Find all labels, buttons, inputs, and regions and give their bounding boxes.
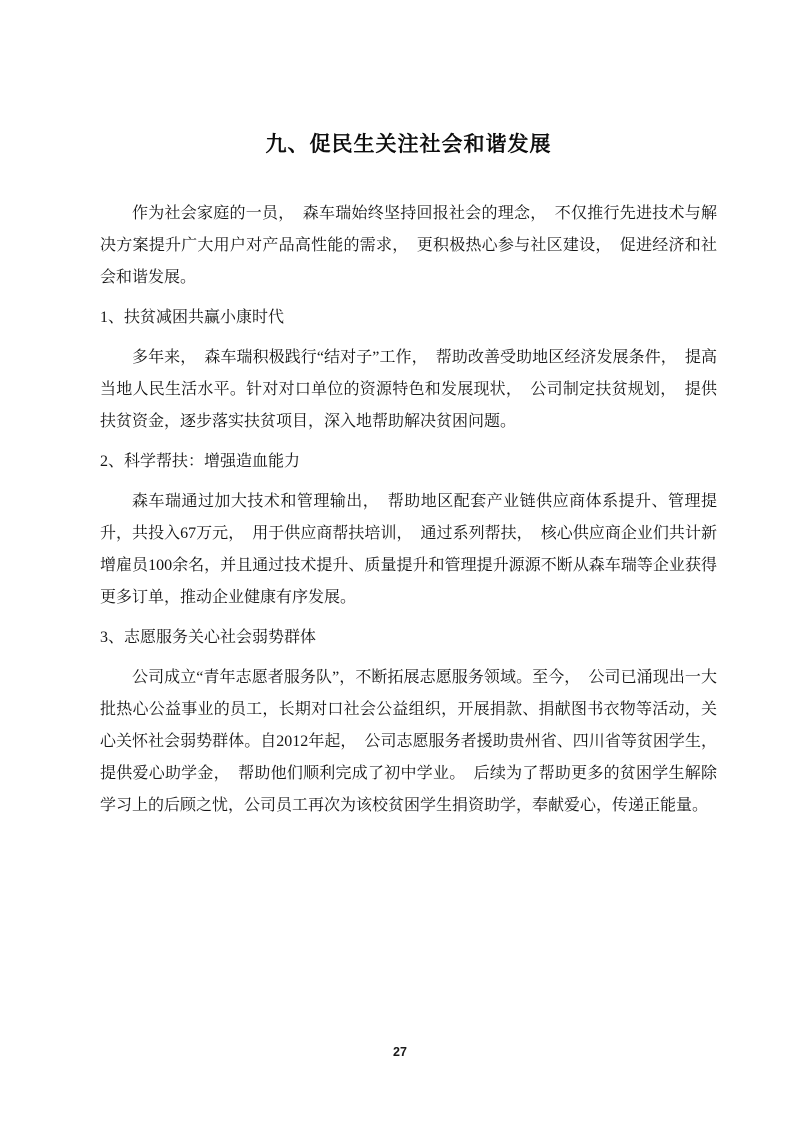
paragraph-section-1: 多年来， 森车瑞积极践行“结对子”工作， 帮助改善受助地区经济发展条件， 提高当地人民生活水平。针对对口单位的资源特色和发展现状， 公司制定扶贫规划， 提供扶贫资金，逐步落实扶贫项目，深入地帮助解决贫困问题。 [100,349,717,430]
document-content [100,128,717,822]
paragraph-intro: 作为社会家庭的一员， 森车瑞始终坚持回报社会的理念， 不仅推行先进技术与解决方案提升广大用户对产品高性能的需求， 更积极热心参与社区建设， 促进经济和社会和谐发展。 [100,205,717,286]
section-heading-2: 2、科学帮扶：增强造血能力 [100,453,301,470]
document-title: 九、促民生关注社会和谐发展 [265,133,552,156]
section-heading-3: 3、志愿服务关心社会弱势群体 [100,629,317,646]
paragraph-section-2: 森车瑞通过加大技术和管理输出， 帮助地区配套产业链供应商体系提升、管理提升，共投入67万元， 用于供应商帮扶培训， 通过系列帮扶， 核心供应商企业们共计新增雇员100余名，并且通过技术提升、质量提升和管理提升源源不断从森车瑞等企业获得更多订单，推动企业健康有序发展。 [100,493,717,606]
section-heading-1: 1、扶贫减困共赢小康时代 [100,309,285,326]
page-number: 27 [393,1045,407,1059]
paragraph-section-3: 公司成立“青年志愿者服务队”，不断拓展志愿服务领域。至今， 公司已涌现出一大批热心公益事业的员工，长期对口社会公益组织，开展捐款、捐献图书衣物等活动，关心关怀社会弱势群体。自2012年起， 公司志愿服务者援助贵州省、四川省等贫困学生，提供爱心助学金， 帮助他们顺利完成了初中学业。 后续为了帮助更多的贫困学生解除学习上的后顾之忧，公司员工再次为该校贫困学生捐资助学，奉献爱心，传递正能量。 [100,669,717,814]
